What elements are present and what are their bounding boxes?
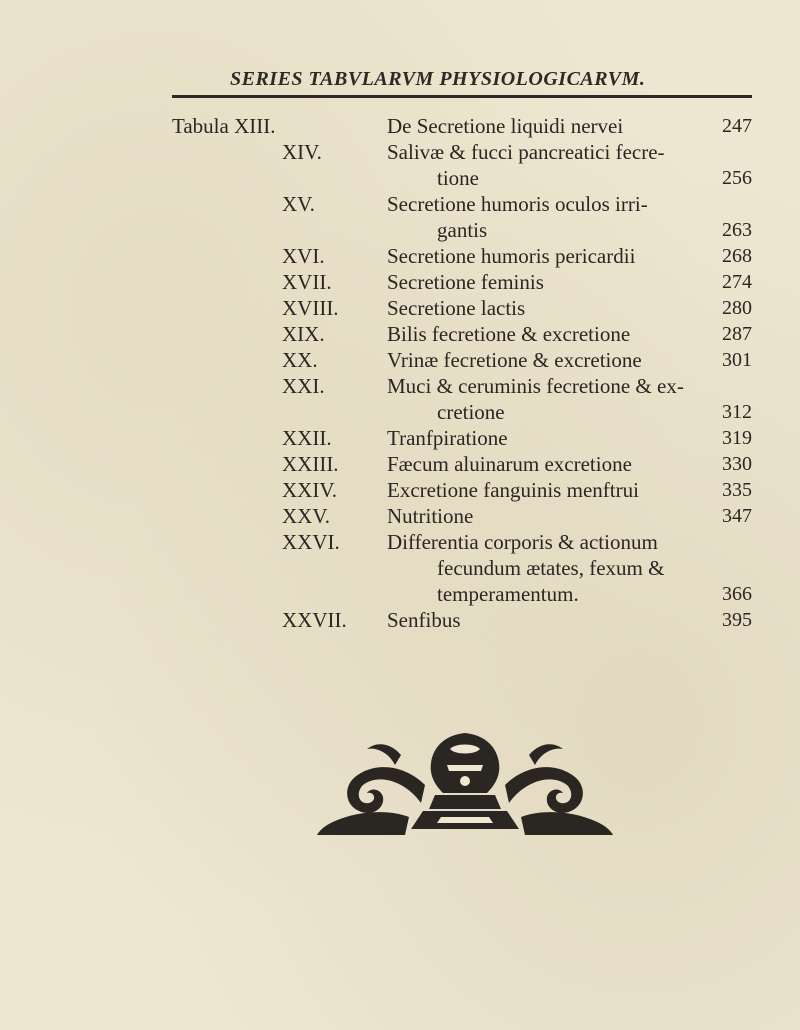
page-number: 301 <box>722 349 752 371</box>
tabula-number: XXV. <box>282 504 331 528</box>
page-number: 312 <box>722 401 752 423</box>
entry-title <box>387 425 752 451</box>
page-number: 287 <box>722 323 752 345</box>
entry-title-line: Secretione humoris oculos irri- <box>387 192 648 216</box>
toc-entry <box>172 477 752 503</box>
toc-entry <box>172 529 752 607</box>
toc-entry <box>172 295 752 321</box>
tabula-number: XVIII. <box>282 296 339 320</box>
tabula-number: XVI. <box>282 244 325 268</box>
entry-title-line: Bilis fecretione & excretione <box>387 322 631 346</box>
page-number: 330 <box>722 453 752 475</box>
table-of-contents <box>172 113 752 633</box>
tabula-number: XIX. <box>282 322 325 346</box>
tabula-number: Tabula XIII. <box>172 114 276 138</box>
entry-title-line: Differentia corporis & actionum <box>387 530 658 554</box>
page-number: 319 <box>722 427 752 449</box>
page-number: 347 <box>722 505 752 527</box>
entry-title-line: Nutritione <box>387 504 474 528</box>
entry-title <box>387 451 752 477</box>
tabula-number: XV. <box>282 192 315 216</box>
page-number: 335 <box>722 479 752 501</box>
tabula-number: XXII. <box>282 426 332 450</box>
toc-entry <box>172 347 752 373</box>
entry-title <box>387 191 752 243</box>
toc-entry <box>172 425 752 451</box>
entry-title-line: temperamentum. <box>437 582 579 606</box>
entry-title <box>387 477 752 503</box>
entry-title-line: Excretione fanguinis menftrui <box>387 478 639 502</box>
page-number: 247 <box>722 115 752 137</box>
entry-title-line: gantis <box>437 218 488 242</box>
entry-title-line: Secretione feminis <box>387 270 544 294</box>
entry-title-line: Secretione lactis <box>387 296 526 320</box>
entry-title-line: Muci & ceruminis fecretione & ex- <box>387 374 684 398</box>
tabula-number: XXVII. <box>282 608 347 632</box>
toc-entry <box>172 321 752 347</box>
toc-entry <box>172 607 752 633</box>
entry-title-line: fecundum ætates, fexum & <box>437 556 665 580</box>
fleuron-ornament <box>305 725 625 840</box>
toc-entry <box>172 269 752 295</box>
tabula-number: XXI. <box>282 374 325 398</box>
entry-title-line: Salivæ & fucci pancreatici fecre- <box>387 140 665 164</box>
entry-title <box>387 529 752 607</box>
toc-entry <box>172 113 752 139</box>
header-rule <box>172 95 752 98</box>
entry-title <box>387 373 752 425</box>
page-number: 274 <box>722 271 752 293</box>
entry-title <box>387 321 752 347</box>
entry-title <box>387 269 752 295</box>
page-number: 366 <box>722 583 752 605</box>
tabula-number: XXVI. <box>282 530 340 554</box>
page-number: 268 <box>722 245 752 267</box>
entry-title-line: Secretione humoris pericardii <box>387 244 636 268</box>
tabula-number: XVII. <box>282 270 332 294</box>
tabula-number: XIV. <box>282 140 322 164</box>
tabula-number: XXIII. <box>282 452 339 476</box>
toc-entry <box>172 139 752 191</box>
entry-title-line: Senfibus <box>387 608 461 632</box>
tabula-number: XX. <box>282 348 318 372</box>
entry-title-line: cretione <box>437 400 505 424</box>
toc-entry <box>172 451 752 477</box>
entry-title <box>387 607 752 633</box>
page-number: 256 <box>722 167 752 189</box>
toc-entry <box>172 373 752 425</box>
toc-entry <box>172 243 752 269</box>
entry-title <box>387 503 752 529</box>
page-number: 263 <box>722 219 752 241</box>
entry-title-line: De Secretione liquidi nervei <box>387 114 624 138</box>
entry-title <box>387 295 752 321</box>
running-head: SERIES TABVLARVM PHYSIOLOGICARVM. <box>230 68 646 90</box>
entry-title-line: Fæcum aluinarum excretione <box>387 452 632 476</box>
entry-title-line: Tranfpiratione <box>387 426 508 450</box>
entry-title-line: Vrinæ fecretione & excretione <box>387 348 642 372</box>
page-number: 280 <box>722 297 752 319</box>
entry-title <box>387 113 752 139</box>
entry-title <box>387 243 752 269</box>
toc-entry <box>172 503 752 529</box>
entry-title-line: tione <box>437 166 479 190</box>
page-number: 395 <box>722 609 752 631</box>
entry-title <box>387 139 752 191</box>
tabula-number: XXIV. <box>282 478 338 502</box>
toc-entry <box>172 191 752 243</box>
entry-title <box>387 347 752 373</box>
